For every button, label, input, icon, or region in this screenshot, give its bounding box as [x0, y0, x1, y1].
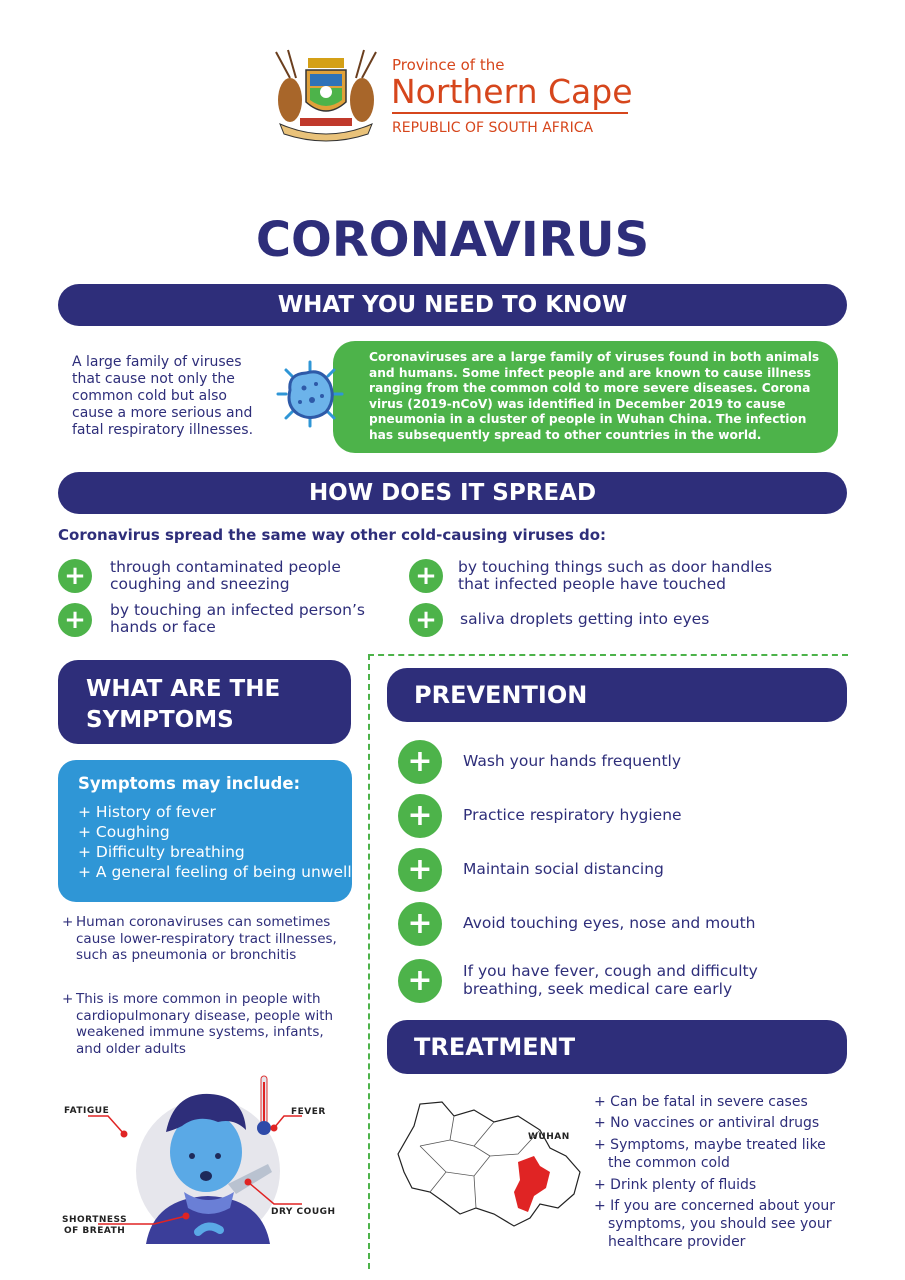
prevention-item: Maintain social distancing	[463, 860, 664, 878]
symptom-item: + A general feeling of being unwell	[78, 863, 352, 881]
wuhan-label: WUHAN	[528, 1132, 570, 1142]
spread-item: by touching an infected person’s hands or face	[110, 601, 365, 636]
prevention-item: Avoid touching eyes, nose and mouth	[463, 914, 756, 932]
spread-item: saliva droplets getting into eyes	[460, 610, 710, 628]
treatment-item: + If you are concerned about your symptoms, you should see your healthcare provider	[594, 1198, 836, 1250]
symptom-item: + Coughing	[78, 823, 170, 841]
treatment-heading: TREATMENT	[387, 1020, 847, 1074]
plus-icon: +	[398, 848, 442, 892]
province-name: Northern Cape	[391, 72, 633, 111]
symptoms-note: This is more common in people with cardiopulmonary disease, people with weakened immune systems, infants, and older adults	[76, 991, 334, 1057]
symptoms-note: Human coronaviruses can sometimes cause lower-respiratory tract illnesses, such as pneumonia or bronchitis	[76, 914, 337, 963]
symptoms-box-title: Symptoms may include:	[78, 774, 301, 793]
note-bullet: +	[62, 991, 74, 1007]
plus-icon: +	[409, 603, 443, 637]
prevention-item: If you have fever, cough and difficulty breathing, seek medical care early	[463, 962, 758, 998]
know-heading: WHAT YOU NEED TO KNOW	[58, 284, 847, 326]
shortness-label: SHORTNESS	[62, 1215, 128, 1225]
plus-icon: +	[58, 603, 92, 637]
province-of-label: Province of the	[392, 56, 505, 74]
prevention-item: Practice respiratory hygiene	[463, 806, 682, 824]
symptoms-heading	[58, 660, 351, 744]
section-divider-vertical	[368, 654, 370, 1269]
prevention-heading: PREVENTION	[387, 668, 847, 722]
symptom-item: + History of fever	[78, 803, 216, 821]
virus-icon	[276, 360, 344, 428]
page-title: CORONAVIRUS	[255, 212, 650, 268]
dry-cough-label: DRY COUGH	[271, 1207, 336, 1217]
hubei-map	[390, 1096, 590, 1230]
symptoms-heading-line2: SYMPTOMS	[86, 707, 234, 733]
treatment-item: + Symptoms, maybe treated like the common cold	[594, 1137, 826, 1171]
spread-lead: Coronavirus spread the same way other cold-causing viruses do:	[58, 526, 607, 544]
symptom-item: + Difficulty breathing	[78, 843, 245, 861]
treatment-item: + Drink plenty of fluids	[594, 1177, 757, 1193]
plus-icon: +	[398, 794, 442, 838]
plus-icon: +	[409, 559, 443, 593]
country-label: REPUBLIC OF SOUTH AFRICA	[392, 120, 594, 136]
symptoms-heading-line1: WHAT ARE THE	[86, 676, 281, 702]
know-detail-text: Coronaviruses are a large family of viruses found in both animals and humans. Some infect people and are known to cause illness ranging from the common cold to more severe diseases. Corona virus (2019-nCoV) was identified in December 2019 to cause pneumonia in a cluster of people in Wuhan China. The infection has subsequently spread to other countries in the world.	[369, 350, 820, 442]
spread-heading: HOW DOES IT SPREAD	[58, 472, 847, 514]
fatigue-label: FATIGUE	[64, 1106, 110, 1116]
spread-item: through contaminated people coughing and sneezing	[110, 558, 341, 593]
plus-icon: +	[398, 902, 442, 946]
know-intro: A large family of viruses that cause not only the common cold but also cause a more serious and fatal respiratory illnesses.	[72, 354, 254, 438]
prevention-item: Wash your hands frequently	[463, 752, 682, 770]
fever-label: FEVER	[291, 1107, 326, 1117]
symptoms-box	[58, 760, 352, 902]
plus-icon: +	[398, 740, 442, 784]
of-breath-label: OF BREATH	[64, 1226, 126, 1236]
section-divider-horizontal	[368, 654, 848, 656]
spread-item: by touching things such as door handles that infected people have touched	[458, 558, 773, 593]
know-detail-box	[333, 341, 838, 453]
header-divider	[392, 112, 628, 114]
note-bullet: +	[62, 914, 74, 930]
treatment-item: + No vaccines or antiviral drugs	[594, 1115, 820, 1131]
coat-of-arms-logo	[270, 48, 382, 144]
plus-icon: +	[398, 959, 442, 1003]
treatment-item: + Can be fatal in severe cases	[594, 1094, 808, 1110]
plus-icon: +	[58, 559, 92, 593]
